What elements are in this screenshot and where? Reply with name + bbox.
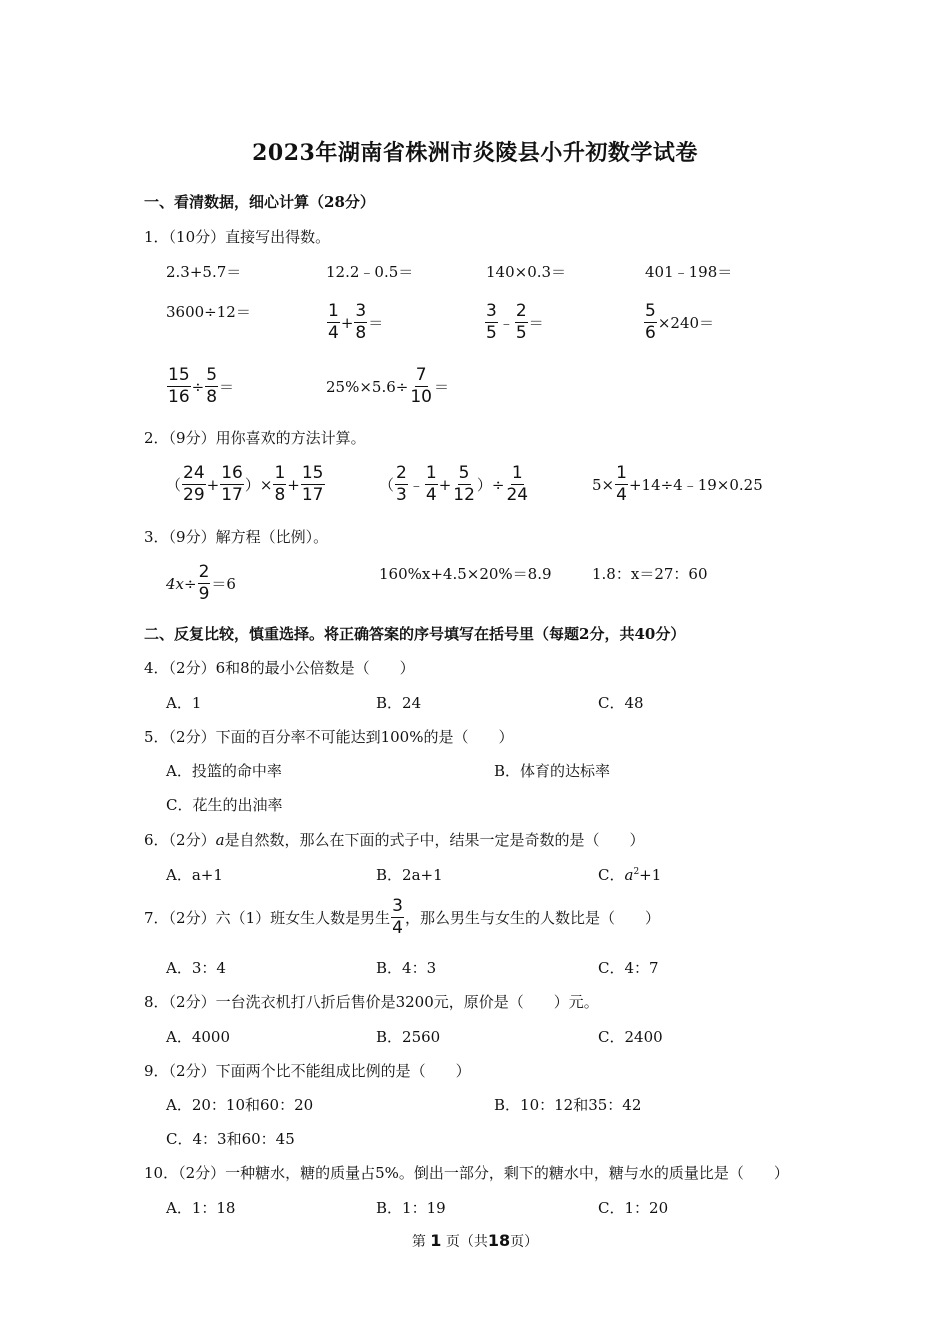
q8-option-c: C．2400	[598, 1028, 663, 1046]
q1-item: 12.2﹣0.5＝	[326, 263, 414, 281]
q1-item-fraction-diff: $\frac{3}{5}$ ﹣ $\frac{2}{5}$ ＝	[486, 301, 544, 343]
q1-item-fraction-div: $\frac{15}{16}$ ÷ $\frac{5}{8}$ ＝	[168, 365, 235, 407]
fraction: $\frac{5}{6}$	[645, 301, 656, 343]
q10-option-a: A．1：18	[166, 1199, 236, 1217]
q1-item: 3600÷12＝	[166, 303, 251, 321]
q5-option-c: C．花生的出油率	[166, 796, 283, 814]
q6-option-b: B．2a+1	[376, 866, 443, 884]
fraction: $\frac{15}{17}$	[301, 463, 324, 505]
fraction: $\frac{2}{3}$	[396, 463, 407, 505]
fraction: $\frac{5}{12}$	[453, 463, 475, 505]
q1-item-fraction-sum: $\frac{1}{4}$ + $\frac{3}{8}$ ＝	[328, 301, 384, 343]
q5-option-b: B．体育的达标率	[494, 762, 611, 780]
q2-expression-1: （ $\frac{24}{29}$ + $\frac{16}{17}$ ）× $\frac{1}{8}$ + $\frac{15}{17}$	[166, 463, 324, 505]
q7-option-b: B．4：3	[376, 959, 437, 977]
q9-option-c: C．4：3和60：45	[166, 1130, 295, 1148]
q5-stem: 5．（2分）下面的百分率不可能达到100%的是（ ）	[144, 728, 514, 746]
q1-item: 401﹣198＝	[645, 263, 733, 281]
q1-item-fraction-product: $\frac{5}{6}$ ×240＝	[645, 301, 715, 343]
q9-option-b: B．10：12和35：42	[494, 1096, 642, 1114]
q2-expression-2: （ $\frac{2}{3}$ ﹣ $\frac{1}{4}$ + $\frac{5}{12}$ ）÷ $\frac{1}{24}$	[379, 463, 529, 505]
fraction: $\frac{24}{29}$	[183, 463, 205, 505]
section-1-heading: 一、看清数据，细心计算（28分）	[144, 193, 375, 211]
q3-label: 3．（9分）解方程（比例）。	[144, 528, 329, 546]
current-page: 1	[430, 1231, 442, 1250]
q9-option-a: A．20：10和60：20	[166, 1096, 314, 1114]
q9-stem: 9．（2分）下面两个比不能组成比例的是（ ）	[144, 1062, 471, 1080]
q10-option-c: C．1：20	[598, 1199, 669, 1217]
q1-item: 140×0.3＝	[486, 263, 567, 281]
q3-equation-1: 4x÷ $\frac{2}{9}$ ＝6	[166, 562, 236, 604]
q2-label: 2．（9分）用你喜欢的方法计算。	[144, 429, 366, 447]
q1-item-percent: 25%×5.6÷ $\frac{7}{10}$ ＝	[326, 365, 449, 407]
q2-expression-3: 5× $\frac{1}{4}$ +14÷4﹣19×0.25	[592, 463, 763, 505]
q8-option-a: A．4000	[166, 1028, 231, 1046]
fraction: $\frac{3}{8}$	[355, 301, 367, 343]
q6-option-c: C．$a^2+1$	[598, 866, 662, 884]
fraction: $\frac{16}{17}$	[221, 463, 243, 505]
total-pages: 18	[487, 1231, 511, 1250]
q1-item: 2.3+5.7＝	[166, 263, 242, 281]
fraction: $\frac{5}{8}$	[206, 365, 218, 407]
q4-stem: 4．（2分）6和8的最小公倍数是（ ）	[144, 659, 415, 677]
section-2-heading: 二、反复比较，慎重选择。将正确答案的序号填写在括号里（每题2分，共40分）	[144, 625, 686, 643]
fraction: $\frac{1}{4}$	[328, 301, 339, 343]
q10-stem: 10．（2分）一种糖水，糖的质量占5%。倒出一部分，剩下的糖水中，糖与水的质量比是（ ）	[144, 1164, 789, 1182]
q3-equation-3: 1.8：x＝27：60	[592, 565, 708, 583]
q3-equation-2: 160%x+4.5×20%＝8.9	[379, 565, 552, 583]
fraction: $\frac{1}{4}$	[425, 463, 437, 505]
q7-stem: 7．（2分）六（1）班女生人数是男生 $\frac{3}{4}$ ，那么男生与女生的人数比是（ ）	[144, 896, 660, 938]
fraction: $\frac{1}{4}$	[616, 463, 627, 505]
q10-option-b: B．1：19	[376, 1199, 446, 1217]
q5-option-a: A．投篮的命中率	[166, 762, 282, 780]
q6-stem: 6．（2分）a是自然数，那么在下面的式子中，结果一定是奇数的是（ ）	[144, 831, 645, 849]
fraction: $\frac{3}{5}$	[486, 301, 497, 343]
q4-option-a: A．1	[166, 694, 202, 712]
fraction: $\frac{1}{8}$	[274, 463, 286, 505]
q8-option-b: B．2560	[376, 1028, 441, 1046]
fraction: $\frac{2}{5}$	[515, 301, 527, 343]
q4-option-c: C．48	[598, 694, 644, 712]
q6-option-a: A．a+1	[166, 866, 223, 884]
q4-option-b: B．24	[376, 694, 422, 712]
fraction: $\frac{15}{16}$	[168, 365, 190, 407]
fraction: $\frac{2}{9}$	[198, 562, 210, 604]
q8-stem: 8．（2分）一台洗衣机打八折后售价是3200元，原价是（ ）元。	[144, 993, 599, 1011]
q1-label: 1．（10分）直接写出得数。	[144, 228, 331, 246]
fraction: $\frac{1}{24}$	[506, 463, 529, 505]
page-footer: 第 1 页（共18页）	[411, 1231, 539, 1250]
q7-option-c: C．4：7	[598, 959, 659, 977]
page-title: 2023年湖南省株洲市炎陵县小升初数学试卷	[252, 140, 698, 166]
fraction: $\frac{7}{10}$	[410, 365, 432, 407]
q7-option-a: A．3：4	[166, 959, 226, 977]
fraction: $\frac{3}{4}$	[392, 896, 403, 938]
